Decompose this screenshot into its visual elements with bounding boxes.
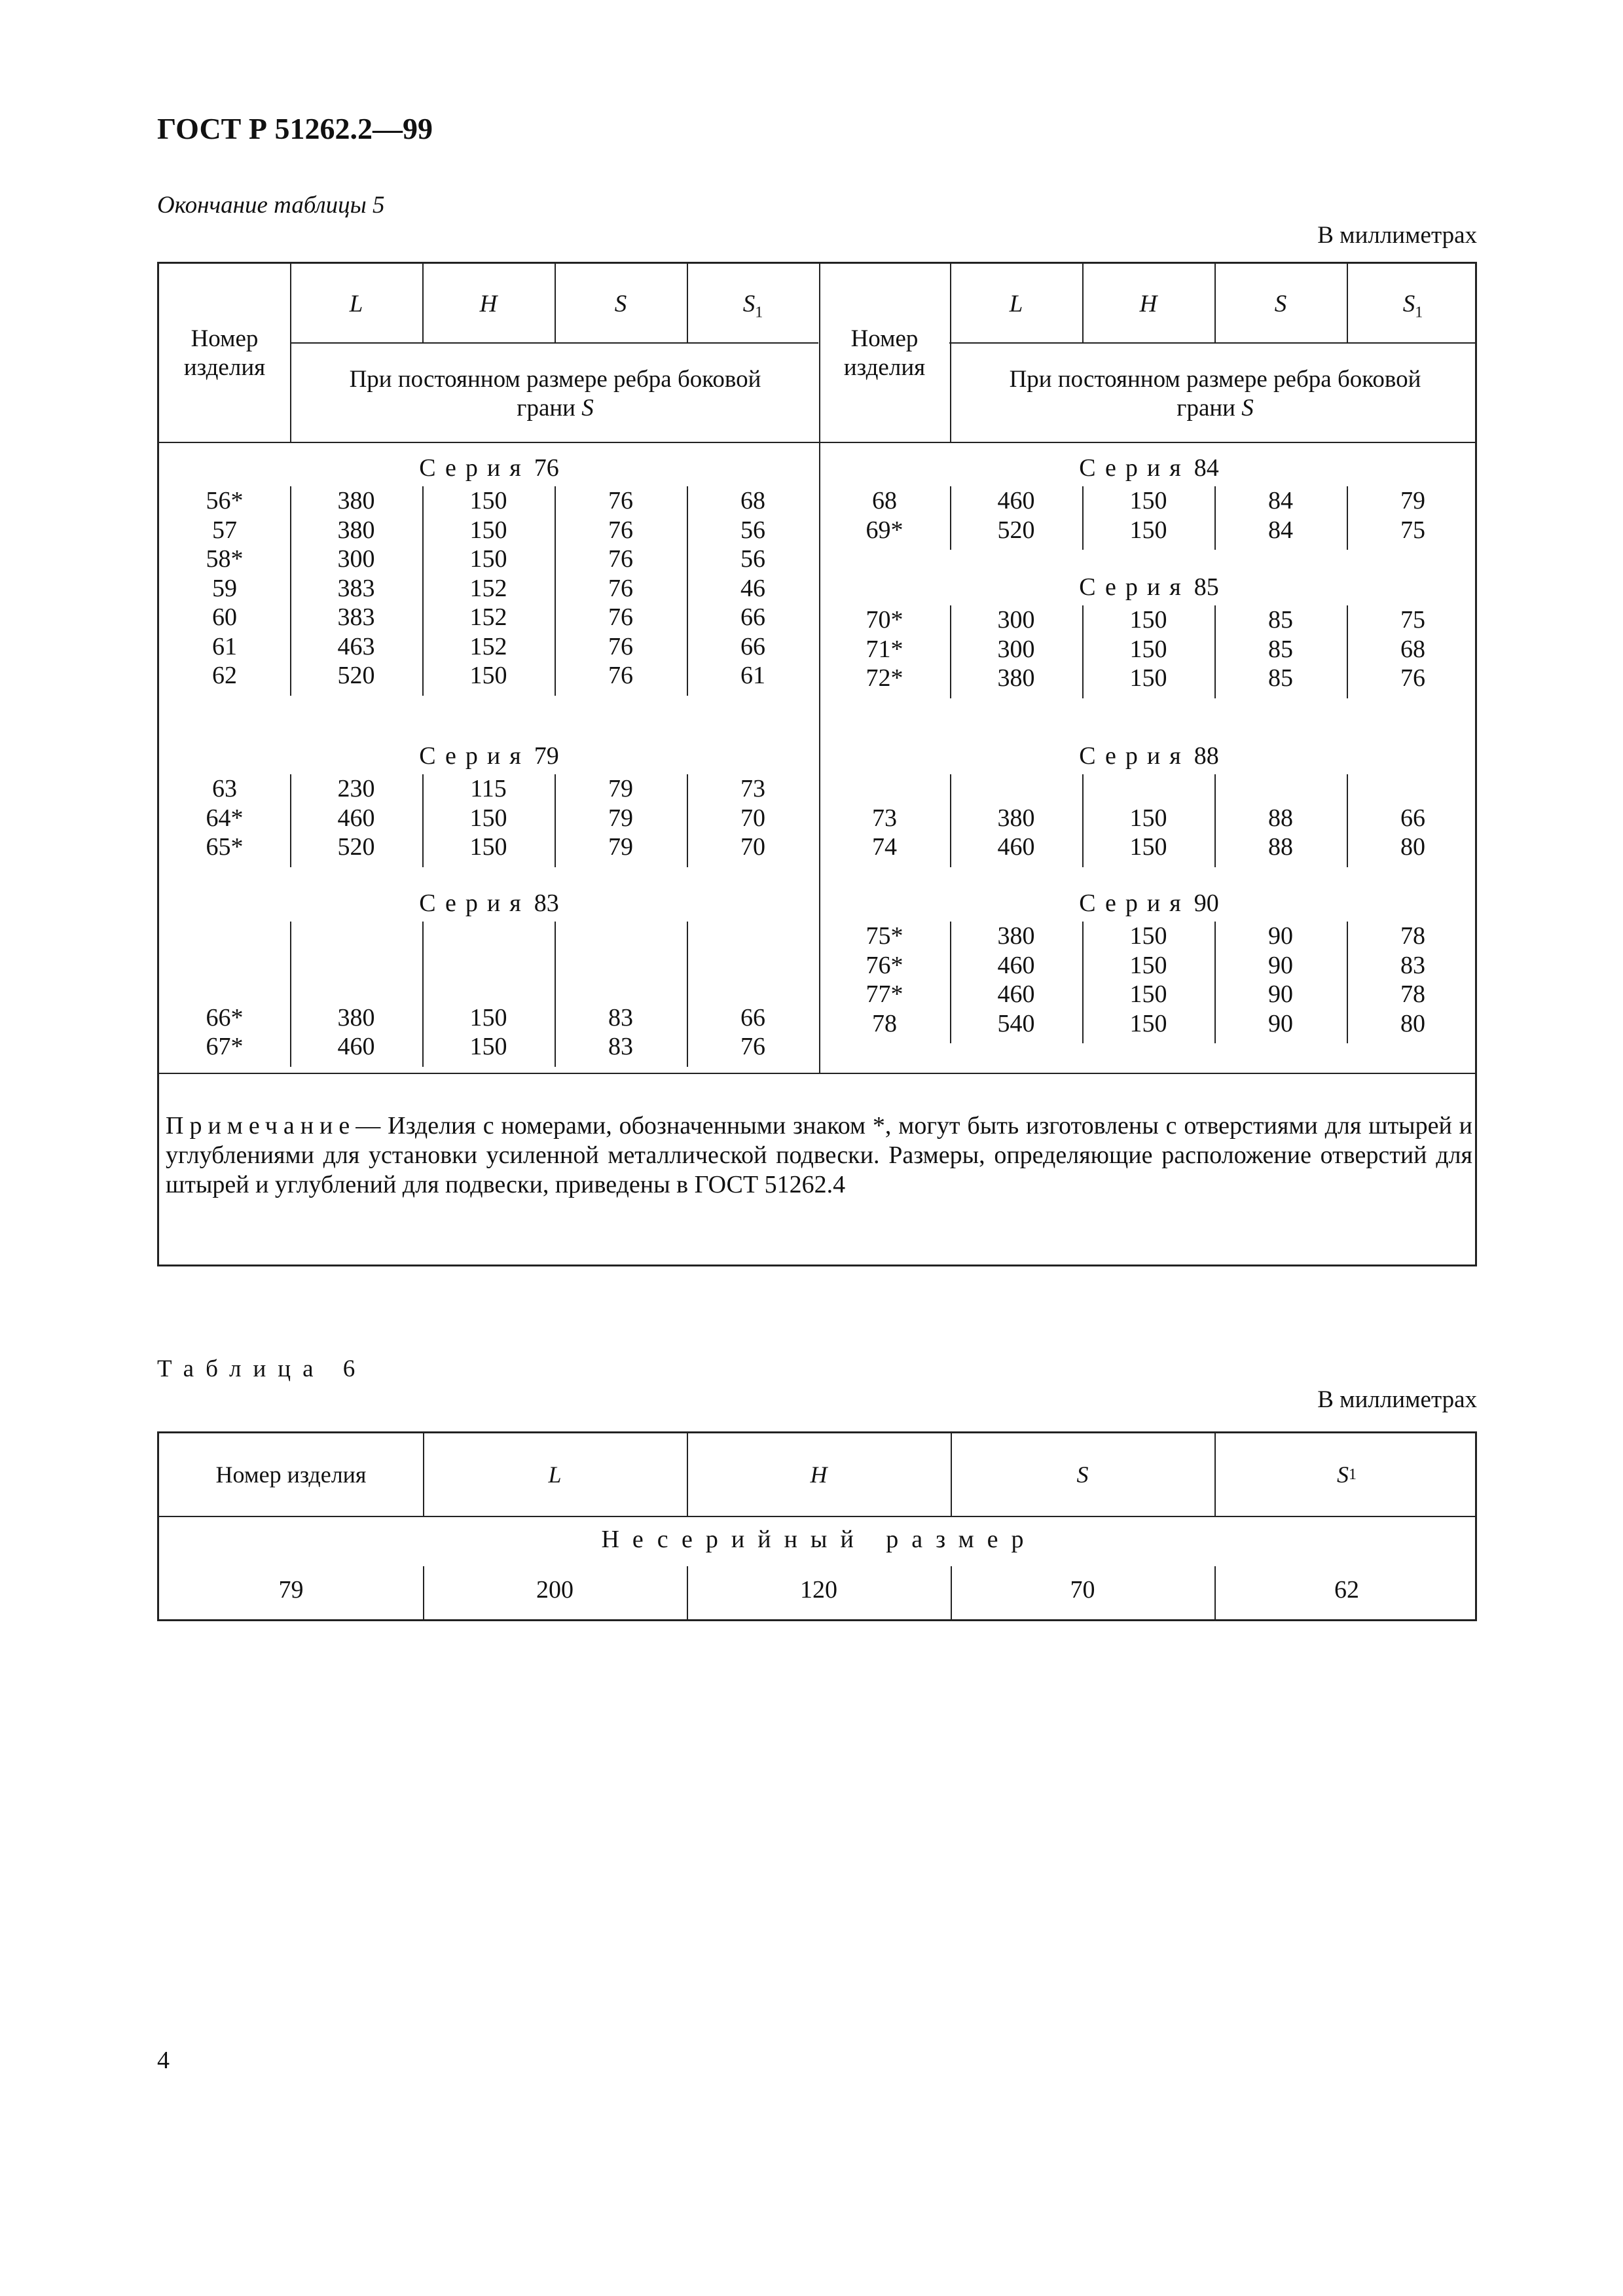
cell-L: 380 xyxy=(997,804,1035,832)
cell-S1: 56 xyxy=(740,545,765,573)
cell-L: 300 xyxy=(997,635,1035,663)
col-header-S-right: S xyxy=(1274,291,1287,317)
cell-H: 150 xyxy=(1129,804,1167,832)
cell-H: 150 xyxy=(469,804,507,832)
item-number-cell: 66* xyxy=(206,1003,244,1031)
item-number-cell: 71* xyxy=(866,635,903,663)
col-header-S1: $S_1$ xyxy=(742,291,763,321)
item-number-cell: 68 xyxy=(872,487,897,514)
cell-H: 150 xyxy=(1129,1009,1167,1037)
cell-S: 76 xyxy=(608,516,633,544)
item-number-cell: 73 xyxy=(872,804,897,832)
cell-L: 520 xyxy=(337,662,375,689)
item-number-cell: 72* xyxy=(866,664,903,692)
series-title: Серия 76 xyxy=(419,454,559,482)
cell-S1: 70 xyxy=(740,804,765,832)
cell-L: 380 xyxy=(337,487,375,514)
cell-S: 76 xyxy=(608,603,633,631)
cell-S: 76 xyxy=(608,487,633,514)
note-text: — Изделия с номерами, обозначенными знаком *, могут быть изготовлены с отверстиями для штырей и углублениями для установки усиленной металлической подвески. Размеры, определяющие расположение отверстий для штырей и углублений для подвески, приведены в ГОСТ 51262.4 xyxy=(166,1112,1472,1198)
col-header-S1-right: $S_1$ xyxy=(1402,291,1423,321)
item-number-cell: 75* xyxy=(866,922,903,950)
cell-L: 460 xyxy=(997,951,1035,979)
cell-L: 380 xyxy=(997,664,1035,692)
table-continuation-label: Окончание таблицы 5 xyxy=(157,192,385,219)
item-number-cell: 58* xyxy=(206,545,244,573)
col-header-S: S xyxy=(614,291,627,317)
table5 xyxy=(157,262,1477,1266)
col-header-item-number-right: Номер изделия xyxy=(843,325,926,381)
cell-L: 230 xyxy=(337,775,375,802)
cell-S: 83 xyxy=(608,1033,633,1061)
cell-L: 300 xyxy=(997,606,1035,634)
cell-S: 84 xyxy=(1268,487,1293,514)
col-header-item-number: Номер изделия xyxy=(183,325,266,381)
item-number-cell: 74 xyxy=(872,833,897,861)
table6 xyxy=(157,1431,1477,1621)
cell-S1: 80 xyxy=(1400,1009,1425,1037)
cell-S1: 56 xyxy=(740,516,765,544)
t6-cell-S: 70 xyxy=(1070,1576,1095,1604)
cell-S1: 68 xyxy=(740,487,765,514)
t6-cell-L: 200 xyxy=(536,1576,574,1604)
cell-H: 150 xyxy=(469,516,507,544)
cell-L: 300 xyxy=(337,545,375,573)
item-number-cell: 67* xyxy=(206,1033,244,1061)
page-number: 4 xyxy=(157,2047,170,2074)
t6-col-H: H xyxy=(810,1462,828,1488)
series-title: Серия 79 xyxy=(419,742,559,770)
cell-L: 383 xyxy=(337,574,375,602)
table-note xyxy=(159,1111,1479,1200)
table6-label: Таблица 6 xyxy=(157,1355,367,1382)
cell-S1: 66 xyxy=(740,603,765,631)
header-bottom-rule xyxy=(159,442,1475,443)
cell-S1: 76 xyxy=(1400,664,1425,692)
series-title: Серия 83 xyxy=(419,889,559,917)
cell-S: 76 xyxy=(608,632,633,660)
cell-L: 520 xyxy=(997,516,1035,544)
cell-L: 460 xyxy=(337,1033,375,1061)
series-title: Серия 90 xyxy=(1079,889,1219,917)
cell-S1: 66 xyxy=(740,632,765,660)
cell-H: 150 xyxy=(1129,487,1167,514)
cell-H: 150 xyxy=(469,545,507,573)
cell-S: 79 xyxy=(608,804,633,832)
cell-S: 88 xyxy=(1268,833,1293,861)
cell-S: 83 xyxy=(608,1003,633,1031)
cell-S1: 66 xyxy=(1400,804,1425,832)
t6-header-rule xyxy=(159,1516,1475,1517)
cell-S1: 75 xyxy=(1400,606,1425,634)
series-title: Серия 85 xyxy=(1079,573,1219,601)
cell-H: 150 xyxy=(469,662,507,689)
cell-H: 150 xyxy=(469,1003,507,1031)
cell-L: 380 xyxy=(337,1003,375,1031)
item-number-cell: 65* xyxy=(206,833,244,861)
t6-cell-S1: 62 xyxy=(1334,1576,1359,1604)
cell-S1: 78 xyxy=(1400,980,1425,1008)
cell-S: 79 xyxy=(608,775,633,802)
col-header-L-right: L xyxy=(1009,291,1023,317)
cell-S1: 79 xyxy=(1400,487,1425,514)
cell-L: 460 xyxy=(997,487,1035,514)
cell-S1: 80 xyxy=(1400,833,1425,861)
cell-S: 76 xyxy=(608,574,633,602)
cell-S: 85 xyxy=(1268,606,1293,634)
cell-S: 90 xyxy=(1268,1009,1293,1037)
subheader-left: При постоянном размере ребра боковой грани S xyxy=(349,366,761,422)
cell-S1: 46 xyxy=(740,574,765,602)
t6-col-S1: S 1 xyxy=(1337,1462,1357,1488)
cell-S1: 78 xyxy=(1400,922,1425,950)
cell-S1: 76 xyxy=(740,1033,765,1061)
cell-H: 150 xyxy=(1129,664,1167,692)
cell-H: 152 xyxy=(469,632,507,660)
subheader-right: При постоянном размере ребра боковой грани S xyxy=(1009,366,1421,422)
cell-L: 460 xyxy=(997,980,1035,1008)
cell-S: 90 xyxy=(1268,980,1293,1008)
cell-S: 85 xyxy=(1268,664,1293,692)
cell-L: 380 xyxy=(337,516,375,544)
cell-L: 460 xyxy=(997,833,1035,861)
item-number-cell: 56* xyxy=(206,487,244,514)
t6-col-S: S xyxy=(1076,1462,1089,1488)
cell-H: 150 xyxy=(1129,635,1167,663)
cell-H: 152 xyxy=(469,603,507,631)
cell-H: 150 xyxy=(1129,516,1167,544)
cell-H: 152 xyxy=(469,574,507,602)
item-number-cell: 76* xyxy=(866,951,903,979)
col-header-H-right: H xyxy=(1139,291,1158,317)
t6-cell-H: 120 xyxy=(800,1576,837,1604)
item-number-cell: 61 xyxy=(212,632,237,660)
cell-S: 90 xyxy=(1268,951,1293,979)
item-number-cell: 57 xyxy=(212,516,237,544)
table5-units: В миллиметрах xyxy=(1317,222,1477,249)
item-number-cell: 70* xyxy=(866,606,903,634)
cell-H: 150 xyxy=(469,487,507,514)
cell-S: 76 xyxy=(608,545,633,573)
cell-H: 150 xyxy=(1129,980,1167,1008)
t6-col-item-number: Номер изделия xyxy=(215,1462,367,1488)
series-title: Серия 88 xyxy=(1079,742,1219,770)
document-title: ГОСТ Р 51262.2—99 xyxy=(157,112,433,145)
cell-S1: 73 xyxy=(740,775,765,802)
col-header-H: H xyxy=(479,291,498,317)
series-title: Серия 84 xyxy=(1079,454,1219,482)
header-divider-right xyxy=(949,342,1475,344)
cell-H: 150 xyxy=(1129,922,1167,950)
cell-L: 463 xyxy=(337,632,375,660)
cell-L: 540 xyxy=(997,1009,1035,1037)
item-number-cell: 77* xyxy=(866,980,903,1008)
cell-H: 150 xyxy=(1129,606,1167,634)
cell-S: 88 xyxy=(1268,804,1293,832)
t6-col-L: L xyxy=(548,1462,562,1488)
cell-S1: 61 xyxy=(740,662,765,689)
cell-H: 150 xyxy=(469,1033,507,1061)
note-rule xyxy=(159,1073,1475,1074)
col-header-L: L xyxy=(349,291,363,317)
item-number-cell: 59 xyxy=(212,574,237,602)
cell-L: 380 xyxy=(997,922,1035,950)
cell-L: 520 xyxy=(337,833,375,861)
cell-S1: 75 xyxy=(1400,516,1425,544)
cell-L: 460 xyxy=(337,804,375,832)
item-number-cell: 69* xyxy=(866,516,903,544)
cell-S1: 66 xyxy=(740,1003,765,1031)
item-number-cell: 60 xyxy=(212,603,237,631)
cell-H: 150 xyxy=(469,833,507,861)
table6-units: В миллиметрах xyxy=(1317,1386,1477,1413)
t6-cell-number: 79 xyxy=(278,1576,304,1604)
item-number-cell: 78 xyxy=(872,1009,897,1037)
item-number-cell: 64* xyxy=(206,804,244,832)
cell-S: 76 xyxy=(608,662,633,689)
cell-S1: 68 xyxy=(1400,635,1425,663)
cell-S: 90 xyxy=(1268,922,1293,950)
cell-L: 383 xyxy=(337,603,375,631)
note-label: Примечание xyxy=(166,1112,356,1139)
cell-H: 115 xyxy=(470,775,507,802)
header-divider-left xyxy=(290,342,818,344)
item-number-cell: 63 xyxy=(212,775,237,802)
t6-section-title: Несерийный размер xyxy=(601,1526,1037,1553)
cell-H: 150 xyxy=(1129,833,1167,861)
cell-S1: 83 xyxy=(1400,951,1425,979)
cell-S: 79 xyxy=(608,833,633,861)
cell-H: 150 xyxy=(1129,951,1167,979)
item-number-cell: 62 xyxy=(212,662,237,689)
cell-S: 84 xyxy=(1268,516,1293,544)
cell-S1: 70 xyxy=(740,833,765,861)
cell-S: 85 xyxy=(1268,635,1293,663)
